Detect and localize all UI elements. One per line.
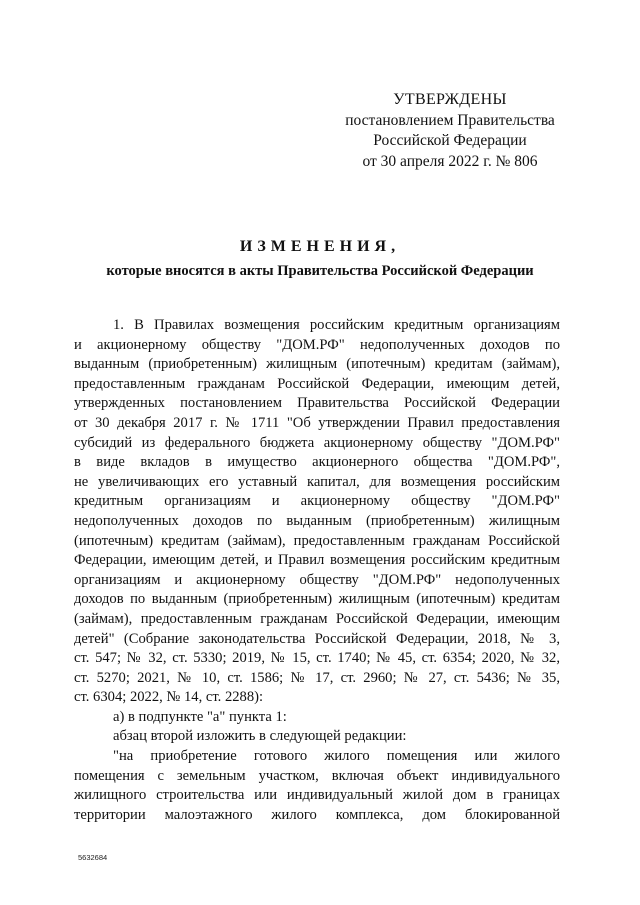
approval-block (330, 90, 570, 172)
body-line: предоставленным гражданам Российской Федерации, имеющим детей, (74, 375, 560, 392)
body-line: (ипотечным) кредитам (займам), предоставленным гражданам Российской (74, 532, 560, 549)
approval-line-1: постановлением Правительства (345, 111, 555, 129)
body-line: (займам), предоставленным гражданам Российской Федерации, имеющим (74, 610, 560, 627)
approval-heading: УТВЕРЖДЕНЫ (393, 91, 507, 108)
body-line: а) в подпункте "а" пункта 1: (113, 708, 287, 725)
body-line: не увеличивающих его уставный капитал, для возмещения российским (74, 473, 560, 490)
body-line: кредитным организациям и акционерному обществу "ДОМ.РФ" (74, 493, 560, 510)
approval-line-3: от 30 апреля 2022 г. № 806 (362, 152, 538, 170)
body-line: Федерации, имеющим детей, и Правил возмещения российским кредитным (74, 552, 560, 569)
body-line: от 30 декабря 2017 г. № 1711 "Об утверждении Правил предоставления (74, 414, 560, 431)
approval-line-2: Российской Федерации (373, 132, 527, 149)
body-line: доходов по выданным (приобретенным) жилищным (ипотечным) кредитам (74, 591, 560, 608)
document-subtitle: которые вносятся в акты Правительства Российской Федерации (106, 263, 534, 279)
body-line: ст. 547; № 32, ст. 5330; 2019, № 15, ст. 1740; № 45, ст. 6354; 2020, № 32, (74, 650, 560, 667)
body-line: ст. 6304; 2022, № 14, ст. 2288): (74, 689, 264, 706)
body-line: организациям и акционерному обществу "ДОМ.РФ" недополученных (74, 571, 560, 588)
body-line: недополученных доходов по выданным (приобретенным) жилищным (74, 512, 560, 529)
body-line: ст. 5270; 2021, № 10, ст. 1586; № 17, ст. 2960; № 27, ст. 5436; № 35, (74, 669, 560, 686)
body-line: территории малоэтажного жилого комплекса, дом блокированной (74, 806, 560, 823)
body-line: жилищного строительства или индивидуальный жилой дом в границах (74, 787, 560, 804)
body-line: и акционерному обществу "ДОМ.РФ" недополученных доходов по (74, 336, 560, 353)
body-line: "на приобретение готового жилого помещения или жилого (113, 748, 560, 765)
body-line: утвержденных постановлением Правительства Российской Федерации (74, 395, 560, 412)
body-line: выданным (приобретенным) жилищным (ипотечным) кредитам (займам), (74, 356, 560, 373)
body-line: в виде вкладов в имущество акционерного общества "ДОМ.РФ", (74, 454, 560, 471)
document-body (74, 316, 560, 825)
body-line: абзац второй изложить в следующей редакции: (113, 728, 407, 745)
document-title: ИЗМЕНЕНИЯ, (239, 238, 401, 255)
body-line: помещения с земельным участком, включая объект индивидуального (74, 767, 560, 784)
body-line: 1. В Правилах возмещения российским кредитным организациям (113, 317, 560, 333)
sheet-code: 5632684 (78, 853, 108, 862)
body-line: детей" (Собрание законодательства Российской Федерации, 2018, № 3, (74, 630, 560, 647)
body-line: субсидий из федерального бюджета акционерному обществу "ДОМ.РФ" (74, 434, 560, 451)
